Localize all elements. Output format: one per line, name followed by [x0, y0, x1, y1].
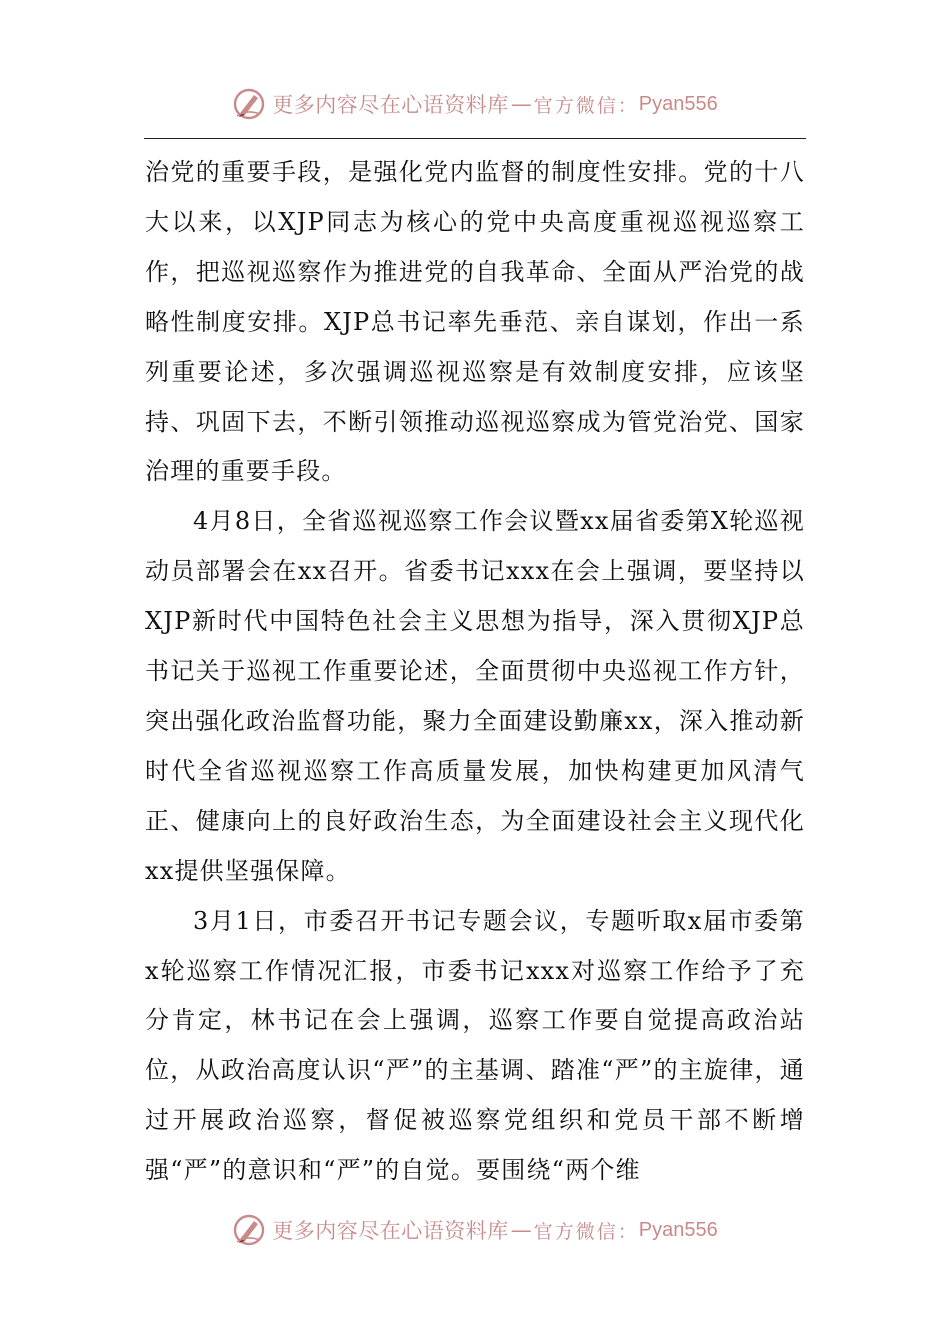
- footer-official-label: 官方微信：: [533, 1220, 639, 1243]
- document-body: [145, 148, 805, 1196]
- header-divider: [144, 138, 806, 139]
- paragraph: 4月8日，全省巡视巡察工作会议暨xx届省委第X轮巡视动员部署会在xx召开。省委书记xxx在会上强调，要坚持以XJP新时代中国特色社会主义思想为指导，深入贯彻XJP总书记关于巡视工作重要论述，全面贯彻中央巡视工作方针，突出强化政治监督功能，聚力全面建设勤廉xx，深入推动新时代全省巡视巡察工作高质量发展，加快构建更加风清气正、健康向上的良好政治生态，为全面建设社会主义现代化xx提供坚强保障。: [145, 507, 805, 885]
- footer-wechat-id: Pyan556: [638, 1218, 718, 1241]
- pen-logo-icon: [232, 87, 266, 121]
- header-brand-text: 更多内容尽在心语资料库: [272, 93, 509, 117]
- paragraph: 治党的重要手段，是强化党内监督的制度性安排。党的十八大以来，以XJP同志为核心的党中央高度重视巡视巡察工作，把巡视巡察作为推进党的自我革命、全面从严治党的战略性制度安排。XJP总书记率先垂范、亲自谋划，作出一系列重要论述，多次强调巡视巡察是有效制度安排，应该坚持、巩固下去，不断引领推动巡视巡察成为管党治党、国家治理的重要手段。: [145, 158, 805, 486]
- header-official-label: 官方微信：: [533, 94, 639, 117]
- footer-dash: —: [510, 1218, 532, 1242]
- footer-brand-text: 更多内容尽在心语资料库: [272, 1219, 509, 1243]
- header-dash: —: [510, 92, 532, 116]
- header-watermark: [0, 84, 950, 124]
- pen-logo-icon: [232, 1213, 266, 1247]
- header-wechat-id: Pyan556: [638, 92, 718, 115]
- footer-watermark: [0, 1210, 950, 1250]
- paragraph: 3月1日，市委召开书记专题会议，专题听取x届市委第x轮巡察工作情况汇报，市委书记xxx对巡察工作给予了充分肯定，林书记在会上强调，巡察工作要自觉提高政治站位，从政治高度认识“严”的主基调、踏准“严”的主旋律，通过开展政治巡察，督促被巡察党组织和党员干部不断增强“严”的意识和“严”的自觉。要围绕“两个维: [145, 906, 805, 1185]
